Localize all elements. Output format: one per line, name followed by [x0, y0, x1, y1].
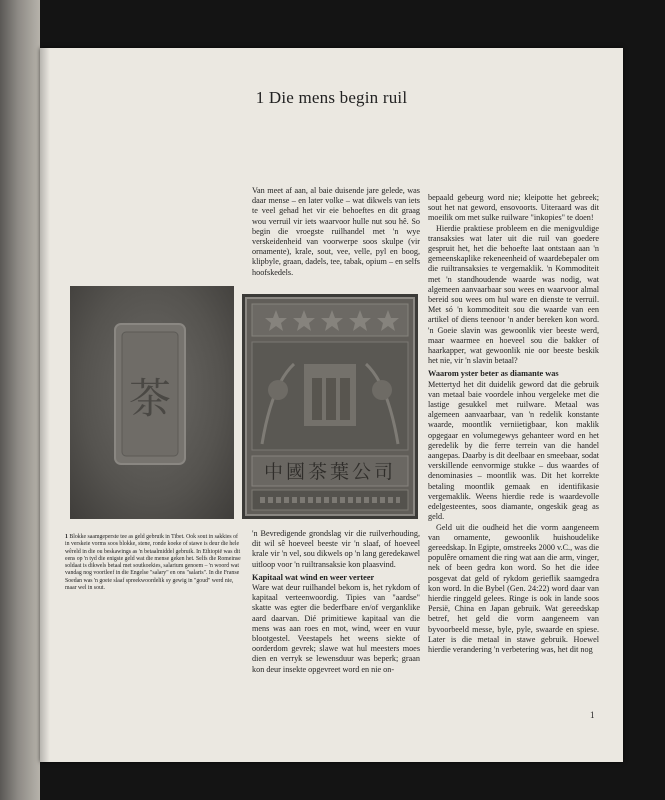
paragraph: Geld uit die oudheid het die vorm aangeneem van ornamente, gewoonlik huishoudelike gereedskap. In Egipte, omstreeks 2000 v.C., was die populêre ornament die ring wat aan die arm, vinger, nek of been gedra kon word. So het die idee posgevat dat geld of rykdom gerieflik saamgedra kon word. In die Bybel (Gen. 24:22) word daar van hierdie ringgeld gelees. Ringe is ook in lande soos Persië, China en Japan gebruik. Wat gereedskap betref, het geld die vorm aangeneem van byvoorbeeld messe, byle, pyle, swaarde en spiese. Later is die metaal in stawe gebruik. Hoewel hierdie verandering 'n verbetering was, het dit nog	[428, 522, 599, 654]
tea-company-characters: 中國茶葉公司	[263, 461, 397, 483]
page-number: 1	[590, 710, 595, 720]
book-page	[40, 48, 623, 762]
book-spine-shadow	[0, 0, 40, 800]
left-lower-column	[252, 529, 420, 675]
paragraph: Mettertyd het dit duidelik geword dat die gebruik van metaal baie voordele inhou vergeleke met die lastige gesukkel met ruilware. Metaal was algemeen aanvaarbaar, van 'n redelik konstante waarde, moontlik verniietigbaar, kon maklik opgegaar en volumegewys gehanteer word en het geredelik by die ferre terrein van die handel aangepas. Daarby is dit deelbaar en smeebaar, sodat verskillende eenvormige stukke – dus waardes of denominasies – moontlik was. Dit het korrekte betaling moontlik gemaak en identifikasie vergemaklik. Weens hierdie rede is waardevolle edelgesteentes, soos diamante, ongeskik geag as geld.	[428, 379, 599, 522]
caption-number: 1	[65, 534, 68, 540]
paragraph: Ware wat deur ruilhandel bekom is, het rykdom of kapitaal verteenwoordig. Tipies van "aardse" skatte was egter die bederfbare en/of verganklike aard daarvan. Dié primitiewe kapitaal van die mens was aan roes en mot, wind, weer en vuur blootgestel. Veestapels het weens siekte of oorderdom gevrek; slawe wat hul meesters moes dien en verryk se lewensduur was beperk; graan kon deur insekte opgevreet word en nie on-	[252, 583, 420, 674]
paragraph: bepaald gebeurg word nie; kleipotte het gebreek; sout het nat geword, ensovoorts. Uiteraard was dit moeilik om met sulke ruilware "inkopies" te doen!	[428, 193, 599, 223]
tea-brick-character: 茶	[128, 374, 172, 423]
caption-text: Blokke saamgeperste tee as geld gebruik in Tibet. Ook sout in sakkies of in verskeie vorms soos blokke, stene, ronde koeke of stawe is deur die hele wêreld in die ou beskawings as 'n betaalmiddel gebruik. In Ethiopië was dit eens op 'n tyd die enigste geld wat die mense geken het. Selfs die Romeinse soldaat is dikwels betaal met soutkoekies, salarium genoem – 'n woord wat vandag nog voortleef in die Engelse "salary" en ons "salaris". In die Franse Soedan was 'n goeie slaaf spreekwoordelik sy gewig in "goud" werd nie, maar wel in sout.	[65, 534, 241, 592]
tea-brick-illustration-ornate	[242, 294, 418, 519]
figure-caption	[65, 534, 243, 592]
right-column	[428, 193, 599, 655]
intro-paragraph: Van meet af aan, al baie duisende jare gelede, was daar mense – en later volke – wat dikwels van iets te veel gehad het vir eie behoeftes en dit graag wou verruil vir iets waarvoor hulle nut sou hê. So begin die vroegste ruilhandel met 'n wye verskeidenheid van voorwerpe soos skulpe (vir ornamente), krale, sout, vee, velle, pyl en boog, klipbyle, graan, dadels, tee, tabak, opium – en selfs hoofskedels.	[252, 186, 420, 277]
chapter-title: 1 Die mens begin ruil	[255, 88, 408, 107]
paragraph: 'n Bevredigende grondslag vir die ruilverhouding, dit wil sê hoeveel beeste vir 'n slaaf, of hoeveel krale vir 'n vel, sou dikwels op 'n lang geredekawel uitloop voor 'n ruiltransaksie kon plaasvind.	[252, 529, 420, 569]
tea-brick-photo-ornate	[242, 294, 418, 519]
intro-column	[252, 186, 420, 278]
tea-brick-photo-plain	[70, 286, 234, 519]
section-heading-yster: Waarom yster beter as diamante was	[428, 369, 559, 379]
paragraph: Hierdie praktiese probleem en die menigvuldige transaksies wat later uit die ruil van goedere gespruit het, het die behoefte laat ontstaan aan 'n gemeenskaplike rekeneenheid of waardebepaler om die ruiltransaksies te vergemaklik. 'n Kommoditeit met 'n standhoudende waarde was nodig, wat algemeen aanvaarbaar sou wees en waarvoor almal bereid sou wees om hul ware en dienste te verruil. Met só 'n kommoditeit sou die waarde van een artikel of diens teenoor 'n ander bereken kon word. 'n Goeie slavin was gewoonlik vier beeste werd, maar waarmee en hoeveel sou die bakker of haarkapper, wat gewoonlik nie oor beeste beskik het nie, vir 'n slavin betaal?	[428, 223, 599, 366]
tea-brick-illustration-plain	[70, 286, 234, 519]
section-heading-kapitaal: Kapitaal wat wind en weer verteer	[252, 572, 375, 582]
